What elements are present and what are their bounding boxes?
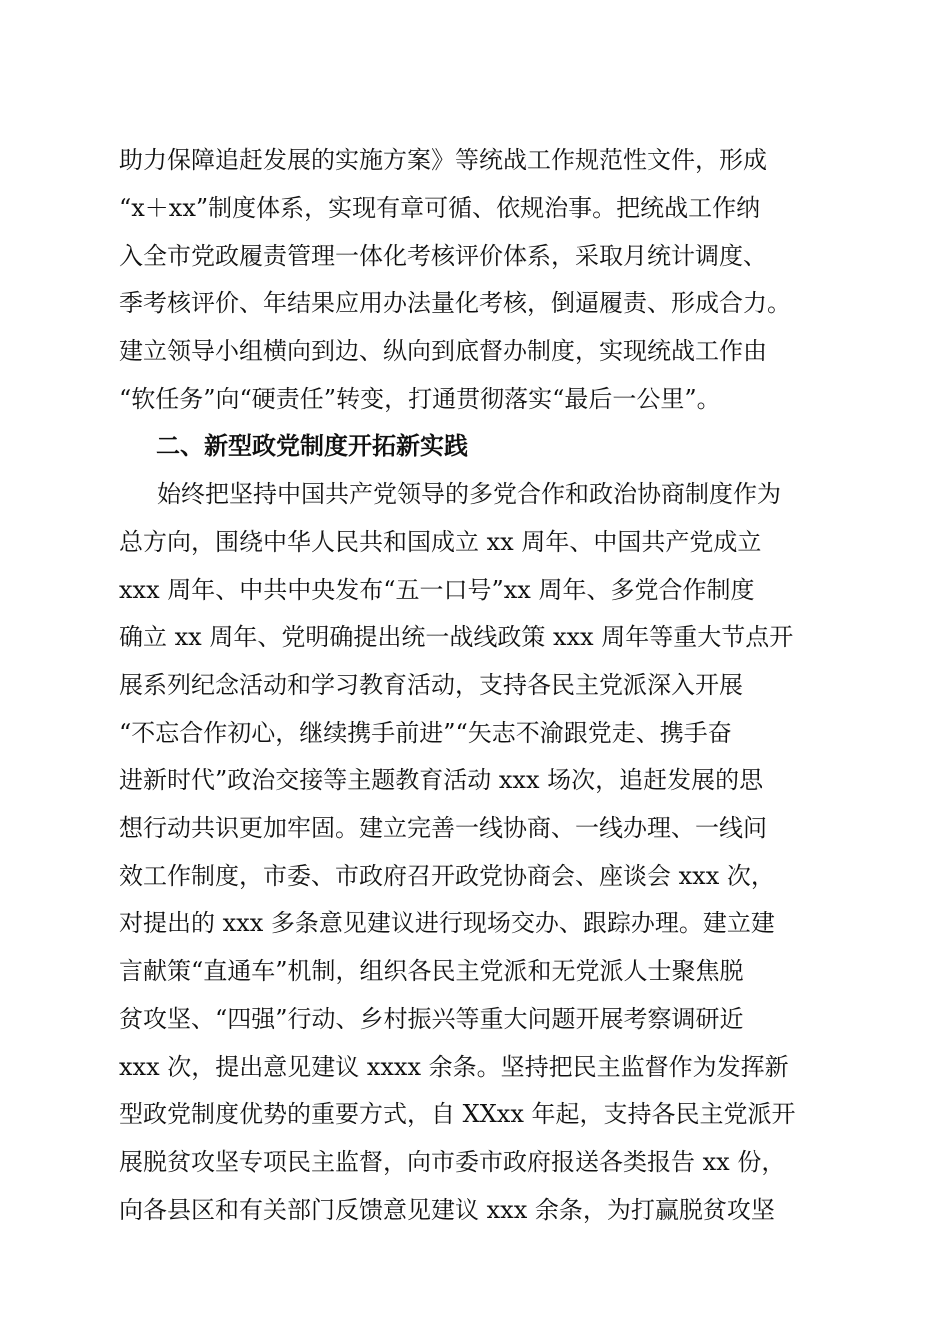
paragraph-line: 想行动共识更加牢固。建立完善一线协商、一线办理、一线问 xyxy=(119,814,767,842)
paragraph-line: 效工作制度，市委、市政府召开政党协商会、座谈会 xxx 次， xyxy=(119,862,775,890)
paragraph-line: 对提出的 xxx 多条意见建议进行现场交办、跟踪办理。建立建 xyxy=(119,909,775,937)
paragraph-line: 始终把坚持中国共产党领导的多党合作和政治协商制度作为 xyxy=(157,480,781,508)
paragraph-line: 展脱贫攻坚专项民主监督，向市委市政府报送各类报告 xx 份， xyxy=(119,1148,786,1176)
paragraph-line: 季考核评价、年结果应用办法量化考核，倒逼履责、形成合力。 xyxy=(119,289,791,317)
paragraph-line: “软任务”向“硬责任”转变，打通贯彻落实“最后一公里”。 xyxy=(119,385,721,413)
paragraph-line: 言献策“直通车”机制，组织各民主党派和无党派人士聚焦脱 xyxy=(119,957,744,985)
paragraph-line: 入全市党政履责管理一体化考核评价体系，采取月统计调度、 xyxy=(119,242,767,270)
paragraph-line: 总方向，围绕中华人民共和国成立 xx 周年、中国共产党成立 xyxy=(119,528,762,556)
paragraph-line: “x＋xx”制度体系，实现有章可循、依规治事。把统战工作纳 xyxy=(119,194,761,222)
paragraph-line: 贫攻坚、“四强”行动、乡村振兴等重大问题开展考察调研近 xyxy=(119,1005,744,1033)
paragraph-line: 进新时代”政治交接等主题教育活动 xxx 场次，追赶发展的思 xyxy=(119,766,764,794)
paragraph-line: “不忘合作初心，继续携手前进”“矢志不渝跟党走、携手奋 xyxy=(119,719,732,747)
paragraph-line: 型政党制度优势的重要方式，自 XXxx 年起，支持各民主党派开 xyxy=(119,1100,796,1128)
paragraph-line: 建立领导小组横向到边、纵向到底督办制度，实现统战工作由 xyxy=(119,337,767,365)
paragraph-line: 展系列纪念活动和学习教育活动，支持各民主党派深入开展 xyxy=(119,671,743,699)
paragraph-line: 向各县区和有关部门反馈意见建议 xxx 余条，为打赢脱贫攻坚 xyxy=(119,1196,775,1224)
paragraph-line: xxx 周年、中共中央发布“五一口号”xx 周年、多党合作制度 xyxy=(119,576,755,604)
paragraph-line: 助力保障追赶发展的实施方案》等统战工作规范性文件，形成 xyxy=(119,146,767,174)
paragraph-line: 确立 xx 周年、党明确提出统一战线政策 xxx 周年等重大节点开 xyxy=(119,623,794,651)
paragraph-line: xxx 次，提出意见建议 xxxx 余条。坚持把民主监督作为发挥新 xyxy=(119,1053,789,1081)
section-heading: 二、新型政党制度开拓新实践 xyxy=(156,432,468,460)
